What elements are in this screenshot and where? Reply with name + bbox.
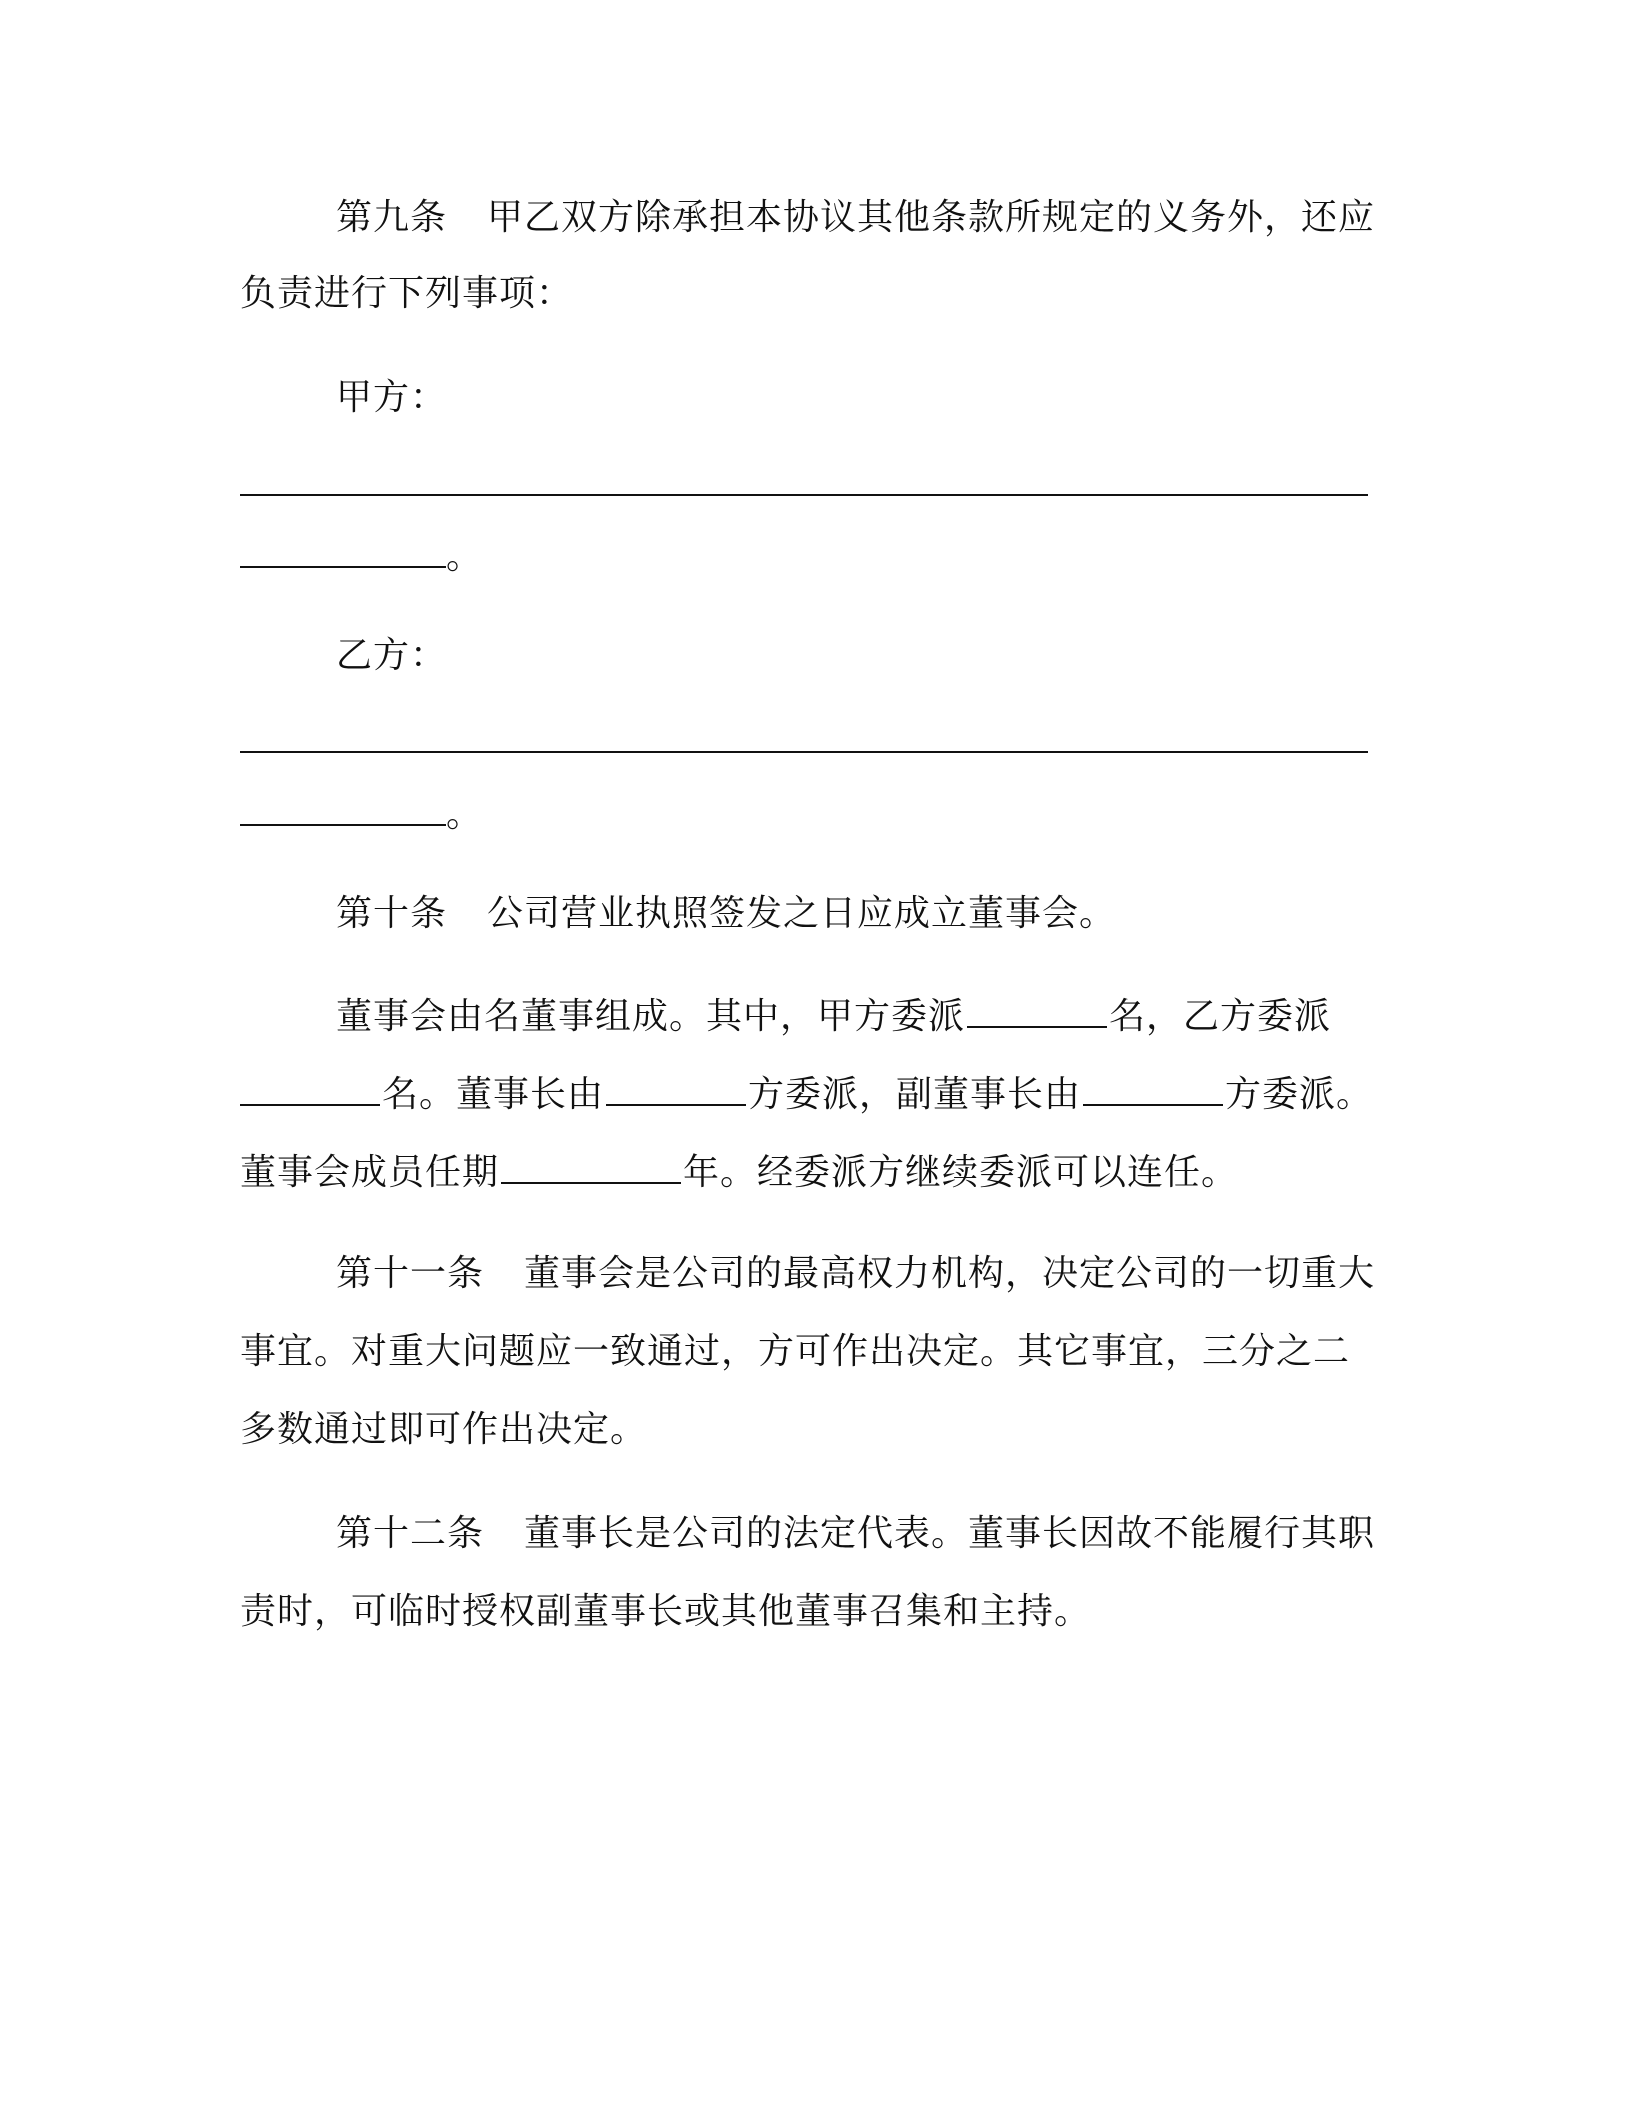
article-11-line-3: 多数通过即可作出决定。 [240,1409,648,1450]
article-12-line-1 [336,1510,1375,1558]
article-10-seg-6: 董事会成员任期 [240,1152,500,1193]
article-10-p2-line-2 [240,1068,1373,1119]
party-a-blank-rule[interactable] [240,494,1368,496]
article-10-p2-line-1 [336,990,1331,1041]
article-10-seg-5: 方委派。 [1225,1074,1374,1115]
article-12-line-2: 责时，可临时授权副董事长或其他董事召集和主持。 [240,1591,1092,1632]
party-b-blank-rule[interactable] [240,751,1368,753]
article-10-seg-2: 名，乙方委派 [1109,996,1332,1037]
term-years-blank[interactable] [501,1146,681,1184]
article-11-heading: 第十一条 [336,1253,485,1294]
article-10-p2-line-3 [240,1146,1238,1197]
article-11-line-2: 事宜。对重大问题应一致通过，方可作出决定。其它事宜，三分之二 [240,1331,1351,1372]
article-10-seg-7: 年。经委派方继续委派可以连任。 [683,1152,1239,1193]
vice-chairman-party-blank[interactable] [1083,1068,1223,1106]
party-a-blank-short[interactable] [240,530,446,568]
party-b-end-mark: 。 [446,794,484,835]
article-9-line-2 [240,270,573,318]
article-12-text-1: 董事长是公司的法定代表。董事长因故不能履行其职 [524,1513,1376,1554]
party-b-blank-line-2 [240,788,483,839]
chairman-party-blank[interactable] [606,1068,746,1106]
party-a-label: 甲方： [336,377,448,418]
article-10-seg-3: 名。董事长由 [382,1074,605,1115]
party-a-directors-blank[interactable] [967,990,1107,1028]
article-9-line-1 [336,194,1375,242]
article-10-line-1 [336,890,1116,938]
party-b-label: 乙方： [336,635,448,676]
article-10-seg-4: 方委派，副董事长由 [748,1074,1082,1115]
article-10-seg-1: 董事会由名董事组成。其中，甲方委派 [336,996,966,1037]
article-11-text-1: 董事会是公司的最高权力机构，决定公司的一切重大 [524,1253,1376,1294]
party-b-directors-blank[interactable] [240,1068,380,1106]
article-9-text-2: 负责进行下列事项： [240,273,574,314]
article-12-heading: 第十二条 [336,1513,485,1554]
article-11-line-1 [336,1250,1375,1298]
party-b-blank-short[interactable] [240,788,446,826]
article-9-heading: 第九条 [336,197,448,238]
party-a-end-mark: 。 [446,536,484,577]
article-9-text-1: 甲乙双方除承担本协议其他条款所规定的义务外，还应 [487,197,1376,238]
party-a-blank-line-2 [240,530,483,581]
article-10-heading: 第十条 [336,893,448,934]
article-10-text-1: 公司营业执照签发之日应成立董事会。 [487,893,1117,934]
